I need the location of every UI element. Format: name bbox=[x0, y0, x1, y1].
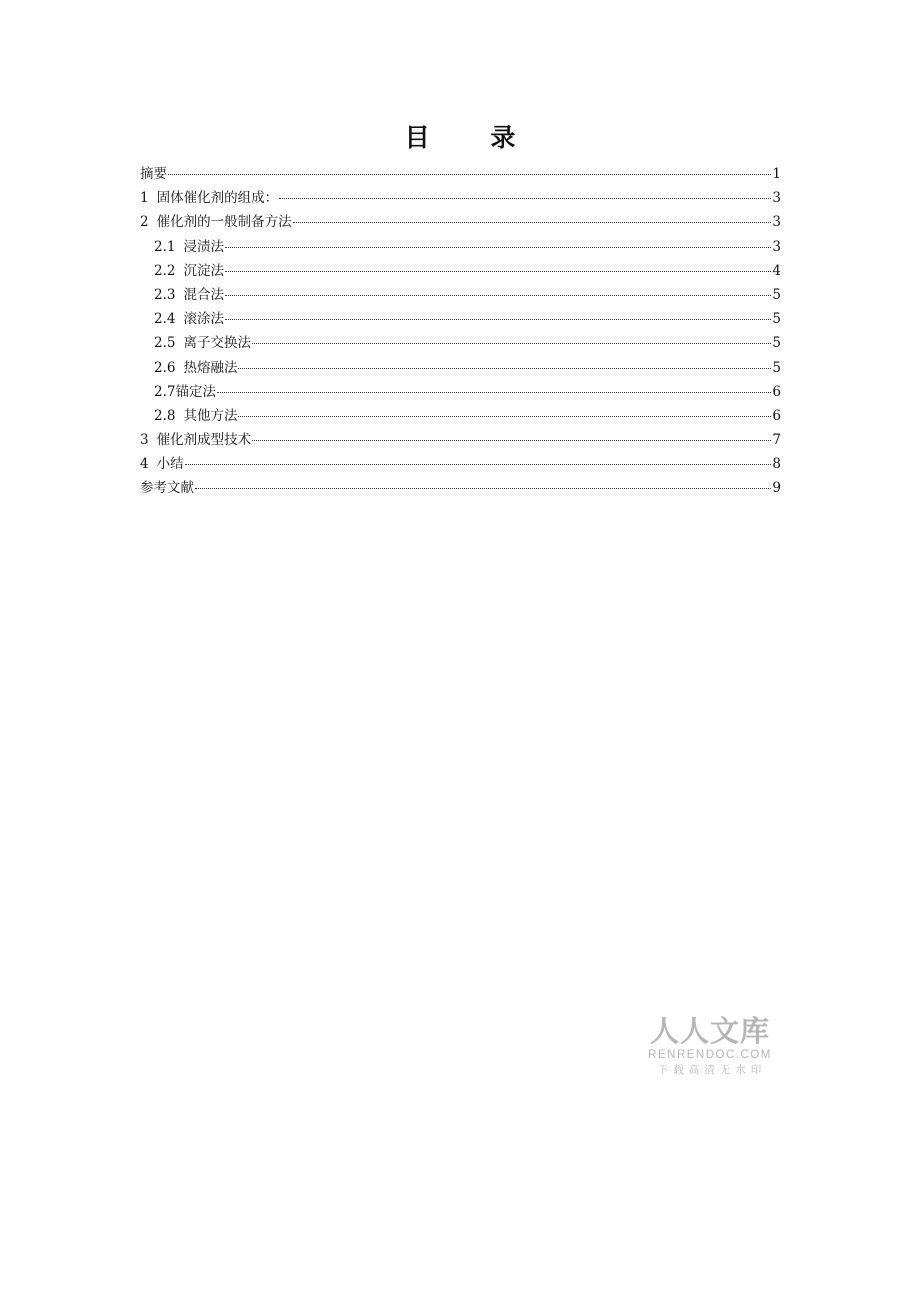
watermark-logo bbox=[640, 1014, 780, 1078]
toc-entry-page: 6 bbox=[772, 383, 781, 400]
toc-entry-4[interactable] bbox=[140, 452, 781, 476]
toc-entry-number: 2.4 bbox=[154, 311, 176, 328]
toc-entry-2-2[interactable] bbox=[140, 259, 781, 283]
toc-entry-title: 沉淀法 bbox=[183, 262, 224, 279]
toc-entry-title: 锚定法 bbox=[175, 383, 216, 400]
toc-leader-dots bbox=[225, 271, 771, 272]
toc-entry-2-7[interactable] bbox=[140, 380, 781, 404]
toc-leader-dots bbox=[225, 319, 771, 320]
toc-entry-number: 1 bbox=[140, 190, 149, 207]
toc-entry-page: 4 bbox=[772, 262, 781, 279]
toc-entry-number: 4 bbox=[140, 456, 149, 473]
toc-entry-title: 催化剂的一般制备方法 bbox=[156, 214, 292, 231]
toc-leader-dots bbox=[238, 416, 771, 417]
toc-entry-1[interactable] bbox=[140, 186, 781, 210]
toc-entry-title: 滚涂法 bbox=[183, 311, 224, 328]
watermark-tagline: 下载高清无水印 bbox=[657, 1064, 767, 1076]
toc-entry-title: 摘要 bbox=[140, 166, 167, 182]
toc-entry-number: 2.3 bbox=[154, 286, 176, 303]
toc-entry-title: 离子交换法 bbox=[183, 335, 251, 352]
toc-entry-2[interactable] bbox=[140, 210, 781, 234]
toc-entry-number: 2.5 bbox=[154, 335, 176, 352]
toc-entry-number: 2.2 bbox=[154, 262, 176, 279]
toc-entry-page: 3 bbox=[772, 214, 781, 231]
toc-entry-references[interactable] bbox=[140, 476, 781, 500]
toc-entry-page: 5 bbox=[772, 359, 781, 376]
watermark-url: RENRENDOC.COM bbox=[648, 1049, 772, 1061]
watermark-brand: 人人文库 bbox=[649, 1014, 770, 1048]
toc-entry-number: 2.7 bbox=[154, 383, 176, 400]
toc-entry-title: 固体催化剂的组成： bbox=[156, 190, 279, 207]
table-of-contents bbox=[140, 162, 781, 501]
toc-entry-page: 6 bbox=[772, 407, 781, 424]
toc-entry-page: 5 bbox=[772, 311, 781, 328]
toc-leader-dots bbox=[168, 174, 771, 175]
toc-entry-title: 浸渍法 bbox=[183, 238, 224, 255]
toc-entry-3[interactable] bbox=[140, 428, 781, 452]
toc-entry-page: 5 bbox=[772, 286, 781, 303]
toc-entry-2-5[interactable] bbox=[140, 331, 781, 355]
toc-entry-page: 9 bbox=[772, 480, 781, 497]
toc-entry-number: 2.8 bbox=[154, 407, 176, 424]
toc-entry-2-4[interactable] bbox=[140, 307, 781, 331]
toc-title: 目 录 bbox=[404, 123, 542, 152]
toc-entry-page: 8 bbox=[772, 456, 781, 473]
toc-entry-page: 7 bbox=[772, 432, 781, 449]
toc-leader-dots bbox=[252, 343, 771, 344]
toc-leader-dots bbox=[252, 440, 771, 441]
toc-leader-dots bbox=[238, 368, 771, 369]
toc-leader-dots bbox=[217, 392, 771, 393]
toc-entry-page: 3 bbox=[772, 190, 781, 207]
toc-entry-page: 3 bbox=[772, 238, 781, 255]
toc-entry-2-1[interactable] bbox=[140, 235, 781, 259]
toc-entry-page: 5 bbox=[772, 335, 781, 352]
toc-entry-title: 热熔融法 bbox=[183, 359, 238, 376]
toc-entry-number: 3 bbox=[140, 432, 149, 449]
toc-entry-2-3[interactable] bbox=[140, 283, 781, 307]
toc-entry-title: 其他方法 bbox=[183, 407, 238, 424]
toc-entry-number: 2 bbox=[140, 214, 149, 231]
toc-entry-title: 混合法 bbox=[183, 286, 224, 303]
toc-entry-abstract[interactable] bbox=[140, 162, 781, 186]
toc-entry-title: 小结 bbox=[156, 456, 184, 473]
toc-entry-page: 1 bbox=[772, 166, 781, 182]
toc-leader-dots bbox=[225, 247, 771, 248]
toc-entry-title: 参考文献 bbox=[140, 480, 194, 497]
toc-entry-number: 2.6 bbox=[154, 359, 176, 376]
toc-entry-2-8[interactable] bbox=[140, 404, 781, 428]
toc-leader-dots bbox=[225, 295, 771, 296]
toc-leader-dots bbox=[195, 488, 771, 489]
toc-leader-dots bbox=[279, 198, 771, 199]
toc-entry-2-6[interactable] bbox=[140, 356, 781, 380]
toc-leader-dots bbox=[293, 222, 772, 223]
toc-entry-number: 2.1 bbox=[154, 238, 176, 255]
toc-entry-title: 催化剂成型技术 bbox=[156, 432, 252, 449]
toc-leader-dots bbox=[185, 464, 772, 465]
